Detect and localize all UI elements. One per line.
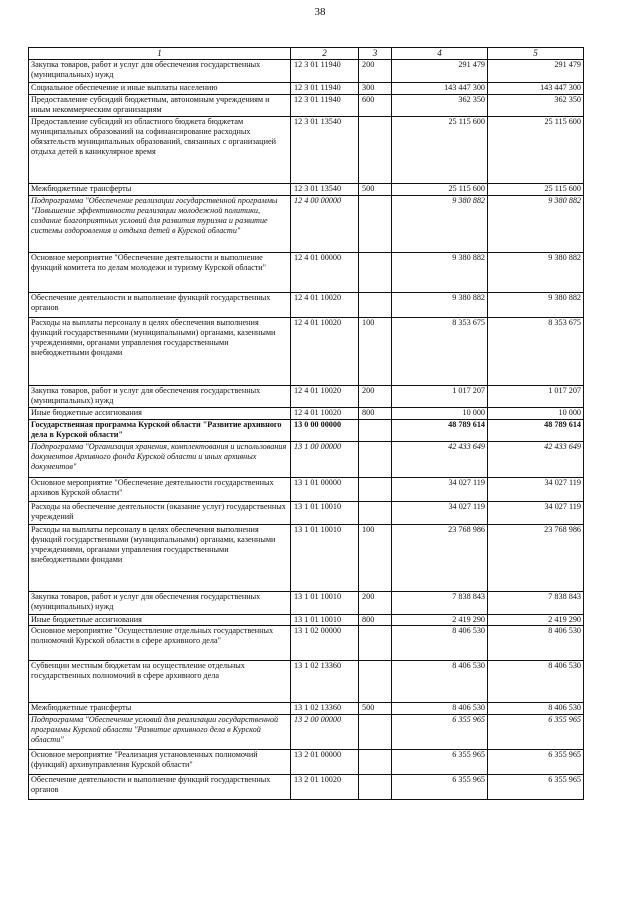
row-name: Подпрограмма "Обеспечение условий для реализации государственной программы Курской области "Развитие архивного дела в Курской области": [29, 715, 291, 750]
row-name: Основное мероприятие "Реализация установленных полномочий (функций) архивуправления Курской области": [29, 750, 291, 775]
row-amount-year-2: 48 789 614: [488, 420, 584, 442]
table-row: [29, 408, 584, 420]
row-expense-type: 500: [359, 184, 392, 196]
row-name: Подпрограмма "Обеспечение реализации государственной программы "Повышение эффективности реализации молодежной политики, создание благоприятных условий для развития туризма и развитие системы оздоровления и отдыха детей в Курской области": [29, 196, 291, 253]
row-code: 12 3 01 11940: [291, 95, 359, 117]
row-expense-type: [359, 750, 392, 775]
row-amount-year-1: 9 380 882: [392, 293, 488, 318]
table-row: [29, 626, 584, 661]
row-expense-type: [359, 775, 392, 800]
row-code: 12 4 01 00000: [291, 253, 359, 293]
row-expense-type: 800: [359, 408, 392, 420]
row-expense-type: [359, 253, 392, 293]
row-amount-year-1: 8 406 530: [392, 626, 488, 661]
row-amount-year-1: 34 027 119: [392, 478, 488, 502]
row-name: Предоставление субсидий бюджетным, автономным учреждениям и иным некоммерческим организациям: [29, 95, 291, 117]
row-amount-year-1: 6 355 965: [392, 750, 488, 775]
row-code: 12 4 00 00000: [291, 196, 359, 253]
row-code: 12 3 01 11940: [291, 83, 359, 95]
table-row: [29, 750, 584, 775]
row-code: 13 2 00 00000: [291, 715, 359, 750]
row-code: 13 1 02 13360: [291, 703, 359, 715]
row-amount-year-1: 6 355 965: [392, 775, 488, 800]
row-expense-type: [359, 420, 392, 442]
row-name: Социальное обеспечение и иные выплаты населению: [29, 83, 291, 95]
row-amount-year-1: 2 419 290: [392, 615, 488, 626]
table-row: [29, 60, 584, 83]
row-amount-year-2: 9 380 882: [488, 253, 584, 293]
table-row: [29, 184, 584, 196]
col-header-2: 2: [291, 48, 359, 60]
row-expense-type: 200: [359, 592, 392, 615]
row-amount-year-1: 8 353 675: [392, 318, 488, 386]
row-code: 12 3 01 13540: [291, 184, 359, 196]
row-expense-type: 100: [359, 318, 392, 386]
row-amount-year-2: 8 406 530: [488, 661, 584, 703]
row-code: 12 4 01 10020: [291, 293, 359, 318]
row-name: Иные бюджетные ассигнования: [29, 615, 291, 626]
row-amount-year-1: 1 017 207: [392, 386, 488, 408]
row-code: 13 1 01 10010: [291, 615, 359, 626]
row-code: 13 1 02 13360: [291, 661, 359, 703]
row-code: 12 4 01 10020: [291, 386, 359, 408]
row-name: Расходы на обеспечение деятельности (оказание услуг) государственных учреждений: [29, 502, 291, 525]
table-row: [29, 661, 584, 703]
row-name: Государственная программа Курской области "Развитие архивного дела в Курской области": [29, 420, 291, 442]
table-row: [29, 420, 584, 442]
row-amount-year-2: 6 355 965: [488, 750, 584, 775]
row-name: Обеспечение деятельности и выполнение функций государственных органов: [29, 775, 291, 800]
row-amount-year-2: 34 027 119: [488, 502, 584, 525]
row-code: 12 3 01 13540: [291, 117, 359, 184]
row-name: Иные бюджетные ассигнования: [29, 408, 291, 420]
table-row: [29, 615, 584, 626]
row-amount-year-1: 9 380 882: [392, 253, 488, 293]
table-row: [29, 83, 584, 95]
row-code: 12 4 01 10020: [291, 408, 359, 420]
row-expense-type: 200: [359, 60, 392, 83]
row-name: Основное мероприятие "Обеспечение деятельности государственных архивов Курской области": [29, 478, 291, 502]
col-header-5: 5: [488, 48, 584, 60]
row-code: 13 2 01 10020: [291, 775, 359, 800]
table-row: [29, 478, 584, 502]
table-row: [29, 592, 584, 615]
row-expense-type: [359, 478, 392, 502]
row-name: Межбюджетные трансферты: [29, 184, 291, 196]
table-row: [29, 117, 584, 184]
row-amount-year-2: 1 017 207: [488, 386, 584, 408]
row-amount-year-2: 23 768 986: [488, 525, 584, 592]
row-expense-type: 800: [359, 615, 392, 626]
row-name: Расходы на выплаты персоналу в целях обеспечения выполнения функций государственными (муниципальными) органами, казенными учреждениями, органами управления государственными внебюджетными фондами: [29, 318, 291, 386]
table-row: [29, 715, 584, 750]
header-row: [29, 48, 584, 60]
row-amount-year-2: 9 380 882: [488, 196, 584, 253]
row-amount-year-1: 42 433 649: [392, 442, 488, 478]
table-row: [29, 318, 584, 386]
row-amount-year-2: 25 115 600: [488, 117, 584, 184]
row-code: 13 1 01 10010: [291, 592, 359, 615]
row-expense-type: [359, 626, 392, 661]
row-amount-year-2: 8 406 530: [488, 703, 584, 715]
table-row: [29, 703, 584, 715]
row-amount-year-1: 143 447 300: [392, 83, 488, 95]
row-expense-type: [359, 293, 392, 318]
row-code: 13 0 00 00000: [291, 420, 359, 442]
table-body: [29, 60, 584, 800]
row-expense-type: [359, 502, 392, 525]
row-code: 13 2 01 00000: [291, 750, 359, 775]
row-amount-year-2: 10 000: [488, 408, 584, 420]
row-expense-type: 200: [359, 386, 392, 408]
row-expense-type: [359, 661, 392, 703]
row-code: 13 1 02 00000: [291, 626, 359, 661]
row-name: Предоставление субсидий из областного бюджета бюджетам муниципальных образований на софинансирование расходных обязательств муниципальных образований, связанных с организацией отдыха детей в каникулярное время: [29, 117, 291, 184]
table-row: [29, 775, 584, 800]
row-amount-year-1: 8 406 530: [392, 703, 488, 715]
row-name: Обеспечение деятельности и выполнение функций государственных органов: [29, 293, 291, 318]
row-expense-type: 100: [359, 525, 392, 592]
col-header-4: 4: [392, 48, 488, 60]
table-row: [29, 442, 584, 478]
row-amount-year-2: 42 433 649: [488, 442, 584, 478]
row-amount-year-2: 6 355 965: [488, 715, 584, 750]
row-code: 13 1 01 10010: [291, 502, 359, 525]
row-code: 13 1 00 00000: [291, 442, 359, 478]
row-name: Основное мероприятие "Обеспечение деятельности и выполнение функций комитета по делам молодежи и туризму Курской области": [29, 253, 291, 293]
row-amount-year-1: 23 768 986: [392, 525, 488, 592]
row-amount-year-1: 9 380 882: [392, 196, 488, 253]
row-amount-year-1: 25 115 600: [392, 117, 488, 184]
row-amount-year-2: 291 479: [488, 60, 584, 83]
row-expense-type: 300: [359, 83, 392, 95]
row-amount-year-2: 143 447 300: [488, 83, 584, 95]
row-amount-year-2: 8 406 530: [488, 626, 584, 661]
row-name: Закупка товаров, работ и услуг для обеспечения государственных (муниципальных) нужд: [29, 386, 291, 408]
table-row: [29, 253, 584, 293]
row-amount-year-1: 362 350: [392, 95, 488, 117]
table-row: [29, 386, 584, 408]
row-code: 12 3 01 11940: [291, 60, 359, 83]
table-row: [29, 95, 584, 117]
row-amount-year-1: 8 406 530: [392, 661, 488, 703]
row-amount-year-1: 34 027 119: [392, 502, 488, 525]
col-header-3: 3: [359, 48, 392, 60]
row-amount-year-2: 362 350: [488, 95, 584, 117]
row-amount-year-2: 2 419 290: [488, 615, 584, 626]
row-amount-year-2: 34 027 119: [488, 478, 584, 502]
row-expense-type: 500: [359, 703, 392, 715]
row-name: Расходы на выплаты персоналу в целях обеспечения выполнения функций государственными (муниципальными) органами, казенными учреждениями, органами управления государственными внебюджетными фондами: [29, 525, 291, 592]
col-header-1: 1: [29, 48, 291, 60]
row-expense-type: [359, 442, 392, 478]
row-name: Межбюджетные трансферты: [29, 703, 291, 715]
row-name: Подпрограмма "Организация хранения, комплектования и использования документов Архивного фонда Курской области и иных архивных документов": [29, 442, 291, 478]
table-header: [29, 48, 584, 60]
table-row: [29, 502, 584, 525]
row-amount-year-1: 10 000: [392, 408, 488, 420]
row-amount-year-1: 6 355 965: [392, 715, 488, 750]
row-amount-year-1: 291 479: [392, 60, 488, 83]
row-expense-type: [359, 715, 392, 750]
row-expense-type: 600: [359, 95, 392, 117]
row-expense-type: [359, 117, 392, 184]
row-amount-year-2: 6 355 965: [488, 775, 584, 800]
budget-table: [28, 47, 584, 800]
row-code: 12 4 01 10020: [291, 318, 359, 386]
row-amount-year-2: 9 380 882: [488, 293, 584, 318]
row-amount-year-2: 8 353 675: [488, 318, 584, 386]
row-expense-type: [359, 196, 392, 253]
row-amount-year-1: 7 838 843: [392, 592, 488, 615]
row-amount-year-2: 25 115 600: [488, 184, 584, 196]
row-name: Основное мероприятие "Осуществление отдельных государственных полномочий Курской области в сфере архивного дела": [29, 626, 291, 661]
row-name: Закупка товаров, работ и услуг для обеспечения государственных (муниципальных) нужд: [29, 60, 291, 83]
row-amount-year-1: 25 115 600: [392, 184, 488, 196]
row-code: 13 1 01 10010: [291, 525, 359, 592]
row-amount-year-2: 7 838 843: [488, 592, 584, 615]
row-amount-year-1: 48 789 614: [392, 420, 488, 442]
row-code: 13 1 01 00000: [291, 478, 359, 502]
table-row: [29, 293, 584, 318]
page-number: 38: [314, 6, 326, 18]
row-name: Субвенции местным бюджетам на осуществление отдельных государственных полномочий в сфере архивного дела: [29, 661, 291, 703]
table-row: [29, 525, 584, 592]
row-name: Закупка товаров, работ и услуг для обеспечения государственных (муниципальных) нужд: [29, 592, 291, 615]
table-row: [29, 196, 584, 253]
